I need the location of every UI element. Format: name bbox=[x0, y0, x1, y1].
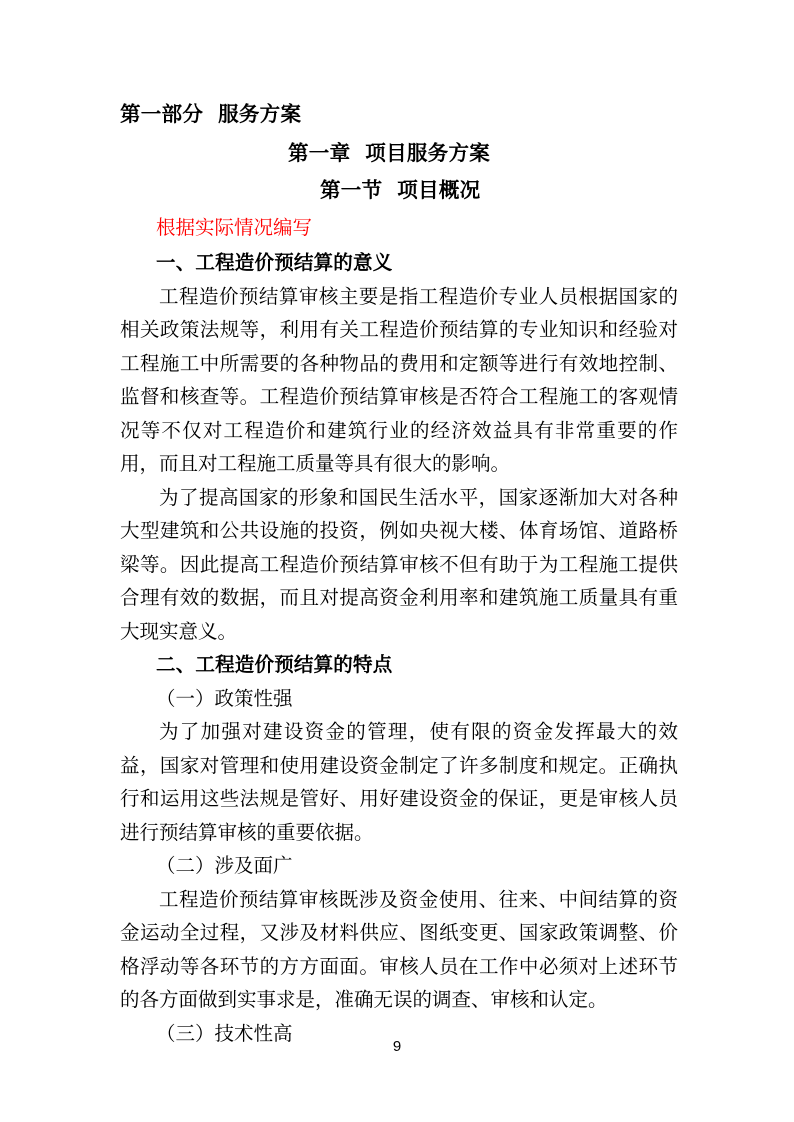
subheading-two-2: （二）涉及面广 bbox=[156, 854, 293, 877]
paragraph-one-2: 为了提高国家的形象和国民生活水平，国家逐渐加大对各种大型建筑和公共设施的投资，例如央视大楼、体育场馆、道路桥梁等。因此提高工程造价预结算审核不但有助于为工程施工提供合理有效的数据，而且对提高资金利用率和建筑施工质量具有重大现实意义。 bbox=[120, 485, 678, 643]
page-number: 9 bbox=[392, 1038, 402, 1055]
document-content bbox=[120, 98, 678, 1050]
subheading-two-3: （三）技术性高 bbox=[156, 1021, 293, 1045]
paragraph-one-1: 工程造价预结算审核主要是指工程造价专业人员根据国家的相关政策法规等，利用有关工程造价预结算的专业知识和经验对工程施工中所需要的各种物品的费用和定额等进行有效地控制、监督和核查等。工程造价预结算审核是否符合工程施工的客观情况等不仅对工程造价和建筑行业的经济效益具有非常重要的作用，而且对工程施工质量等具有很大的影响。 bbox=[120, 284, 678, 475]
subheading-two-1: （一）政策性强 bbox=[156, 686, 293, 710]
paragraph-two-1: 为了加强对建设资金的管理，使有限的资金发挥最大的效益，国家对管理和使用建设资金制定了许多制度和规定。正确执行和运用这些法规是管好、用好建设资金的保证，更是审核人员进行预结算审核的重要依据。 bbox=[120, 720, 678, 844]
paragraph-two-2: 工程造价预结算审核既涉及资金使用、往来、中间结算的资金运动全过程，又涉及材料供应、图纸变更、国家政策调整、价格浮动等各环节的方方面面。审核人员在工作中必须对上述环节的各方面做到实事求是，准确无误的调查、审核和认定。 bbox=[120, 887, 678, 1011]
section-heading: 第一节 项目概况 bbox=[320, 178, 481, 202]
editorial-note: 根据实际情况编写 bbox=[156, 216, 313, 239]
chapter-heading: 第一章 项目服务方案 bbox=[288, 141, 491, 165]
heading-section-one: 一、工程造价预结算的意义 bbox=[156, 251, 393, 274]
part-heading: 第一部分 服务方案 bbox=[120, 102, 302, 126]
heading-section-two: 二、工程造价预结算的特点 bbox=[156, 653, 393, 676]
